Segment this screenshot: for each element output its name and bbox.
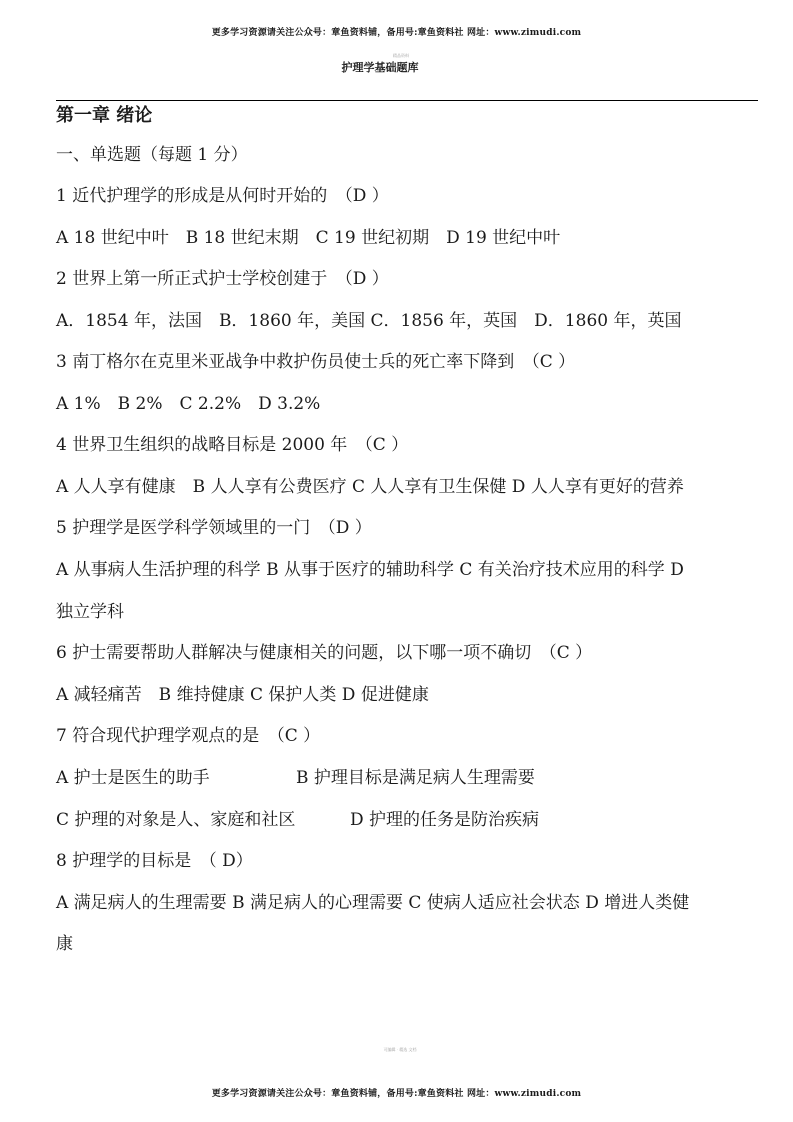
options-1: A 18 世纪中叶 B 18 世纪末期 C 19 世纪初期 D 19 世纪中叶 xyxy=(56,228,561,248)
chapter-heading: 第一章 绪论 xyxy=(56,105,153,126)
question-6: 6 护士需要帮助人群解决与健康相关的问题，以下哪一项不确切 （C ） xyxy=(56,643,593,663)
question-4: 4 世界卫生组织的战略目标是 2000 年 （C ） xyxy=(56,435,409,455)
options-3: A 1% B 2% C 2.2% D 3.2% xyxy=(56,394,321,414)
question-1: 1 近代护理学的形成是从何时开始的 （D ） xyxy=(56,186,389,206)
question-2: 2 世界上第一所正式护士学校创建于 （D ） xyxy=(56,269,389,289)
options-8-continued: 康 xyxy=(56,934,73,954)
options-7-a: A 护士是医生的助手 xyxy=(56,768,210,788)
options-6: A 减轻痛苦 B 维持健康 C 保护人类 D 促进健康 xyxy=(56,685,429,705)
options-5: A 从事病人生活护理的科学 B 从事于医疗的辅助科学 C 有关治疗技术应用的科学 D xyxy=(56,560,684,580)
question-3: 3 南丁格尔在克里米亚战争中救护伤员使士兵的死亡率下降到 （C ） xyxy=(56,352,576,372)
header-note: 更多学习资源请关注公众号：章鱼资料铺，备用号:章鱼资料社 网址：www.zimudi.com xyxy=(211,28,582,38)
footer-watermark: 可编辑 · 精选 文档 xyxy=(383,1047,417,1052)
document-title: 护理学基础题库 xyxy=(341,61,419,74)
question-5: 5 护理学是医学科学领域里的一门 （D ） xyxy=(56,518,372,538)
options-5-continued: 独立学科 xyxy=(56,602,124,622)
footer-note: 更多学习资源请关注公众号：章鱼资料铺，备用号:章鱼资料社 网址：www.zimudi.com xyxy=(211,1089,582,1099)
options-2: A．1854 年，法国 B．1860 年，美国 C．1856 年，英国 D．1860 年，英国 xyxy=(56,311,682,331)
question-8: 8 护理学的目标是 （ D） xyxy=(56,851,253,871)
options-8: A 满足病人的生理需要 B 满足病人的心理需要 C 使病人适应社会状态 D 增进人类健 xyxy=(56,893,690,913)
question-7: 7 符合现代护理学观点的是 （C ） xyxy=(56,726,321,746)
options-7-c: C 护理的对象是人、家庭和社区 xyxy=(56,810,296,830)
watermark-mark: 精品资料 xyxy=(393,53,409,58)
options-4: A 人人享有健康 B 人人享有公费医疗 C 人人享有卫生保健 D 人人享有更好的营养 xyxy=(56,477,684,497)
title-rule xyxy=(56,100,758,101)
options-7-b: B 护理目标是满足病人生理需要 xyxy=(296,768,535,788)
options-7-d: D 护理的任务是防治疾病 xyxy=(350,810,540,830)
section-heading: 一、单选题（每题 1 分） xyxy=(56,145,248,165)
